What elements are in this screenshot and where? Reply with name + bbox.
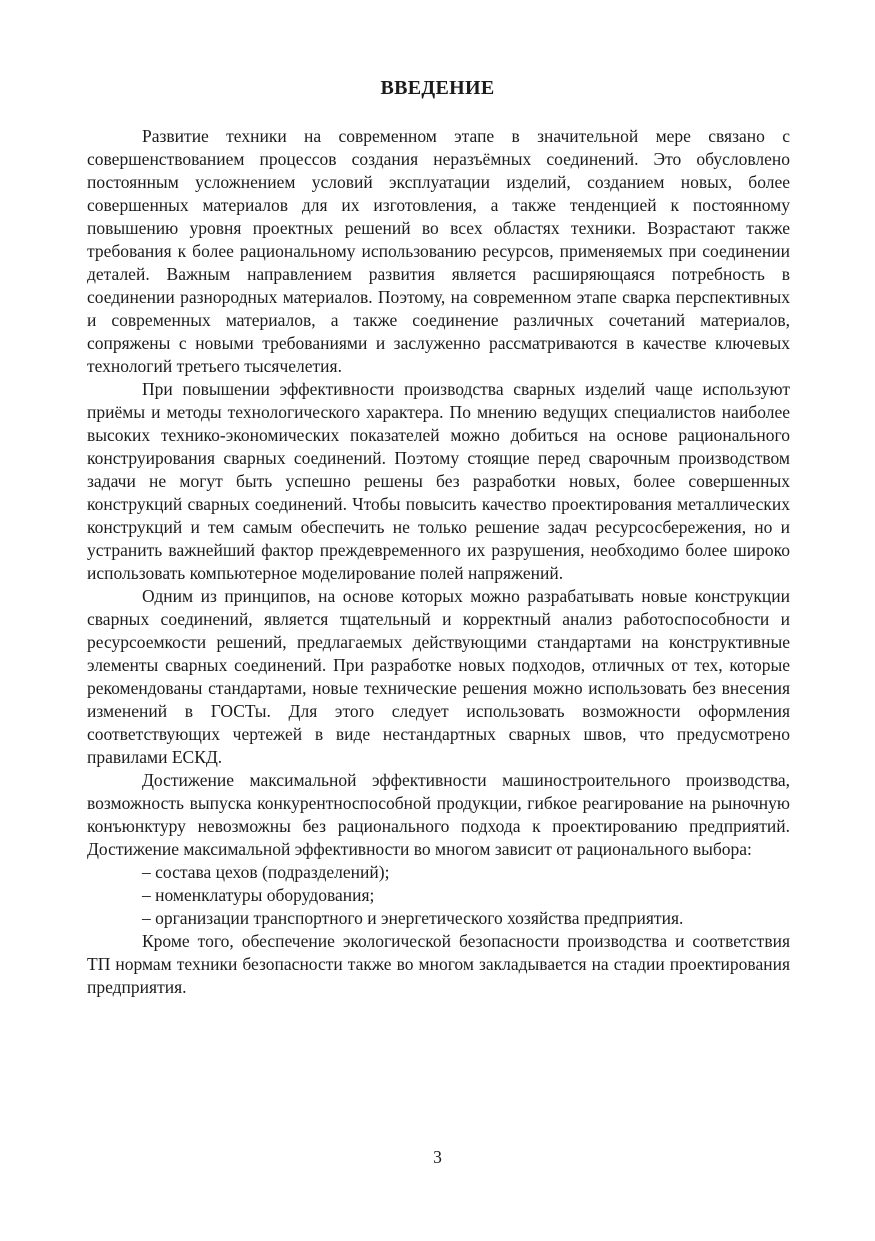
page-title: ВВЕДЕНИЕ: [380, 77, 495, 99]
list-item-3: – организации транспортного и энергетического хозяйства предприятия.: [142, 908, 684, 928]
paragraph-3: Одним из принципов, на основе которых можно разрабатывать новые конструкции сварных соединений, является тщательный и корректный анализ работоспособности и ресурсоемкости решений, предлагаемых действующими стандартами на конструктивные элементы сварных соединений. При разработке новых подходов, отличных от тех, которые рекомендованы стандартами, новые технические решения можно использовать без внесения изменений в ГОСТы. Для этого следует использовать возможности оформления соответствующих чертежей в виде нестандартных сварных швов, что предусмотрено правилами ЕСКД.: [87, 586, 790, 767]
page-number: 3: [433, 1147, 442, 1167]
paragraph-4: Достижение максимальной эффективности машиностроительного производства, возможность выпуска конкурентноспособной продукции, гибкое реагирование на рыночную конъюнктуру невозможны без рационального подхода к проектированию предприятий. Достижение максимальной эффективности во многом зависит от рационального выбора:: [87, 770, 790, 859]
list-item-2: – номенклатуры оборудования;: [142, 885, 375, 905]
body-text: [87, 125, 790, 999]
paragraph-1: Развитие техники на современном этапе в значительной мере связано с совершенствованием процессов создания неразъёмных соединений. Это обусловлено постоянным усложнением условий эксплуатации изделий, созданием новых, более совершенных материалов для их изготовления, а также тенденцией к постоянному повышению уровня проектных решений во всех областях техники. Возрастают также требования к более рациональному использованию ресурсов, применяемых при соединении деталей. Важным направлением развития является расширяющаяся потребность в соединении разнородных материалов. Поэтому, на современном этапе сварка перспективных и современных материалов, а также соединение различных сочетаний материалов, сопряжены с новыми требованиями и заслуженно рассматриваются в качестве ключевых технологий третьего тысячелетия.: [87, 126, 790, 376]
paragraph-2: При повышении эффективности производства сварных изделий чаще используют приёмы и методы технологического характера. По мнению ведущих специалистов наиболее высоких технико-экономических показателей можно добиться на основе рационального конструирования сварных соединений. Поэтому стоящие перед сварочным производством задачи не могут быть успешно решены без разработки новых, более совершенных конструкций сварных соединений. Чтобы повысить качество проектирования металлических конструкций и тем самым обеспечить не только решение задач ресурсосбережения, но и устранить важнейший фактор преждевременного их разрушения, необходимо более широко использовать компьютерное моделирование полей напряжений.: [87, 379, 790, 583]
paragraph-5: Кроме того, обеспечение экологической безопасности производства и соответствия ТП нормам техники безопасности также во многом закладывается на стадии проектирования предприятия.: [87, 931, 790, 997]
list-item-1: – состава цехов (подразделений);: [142, 862, 390, 882]
